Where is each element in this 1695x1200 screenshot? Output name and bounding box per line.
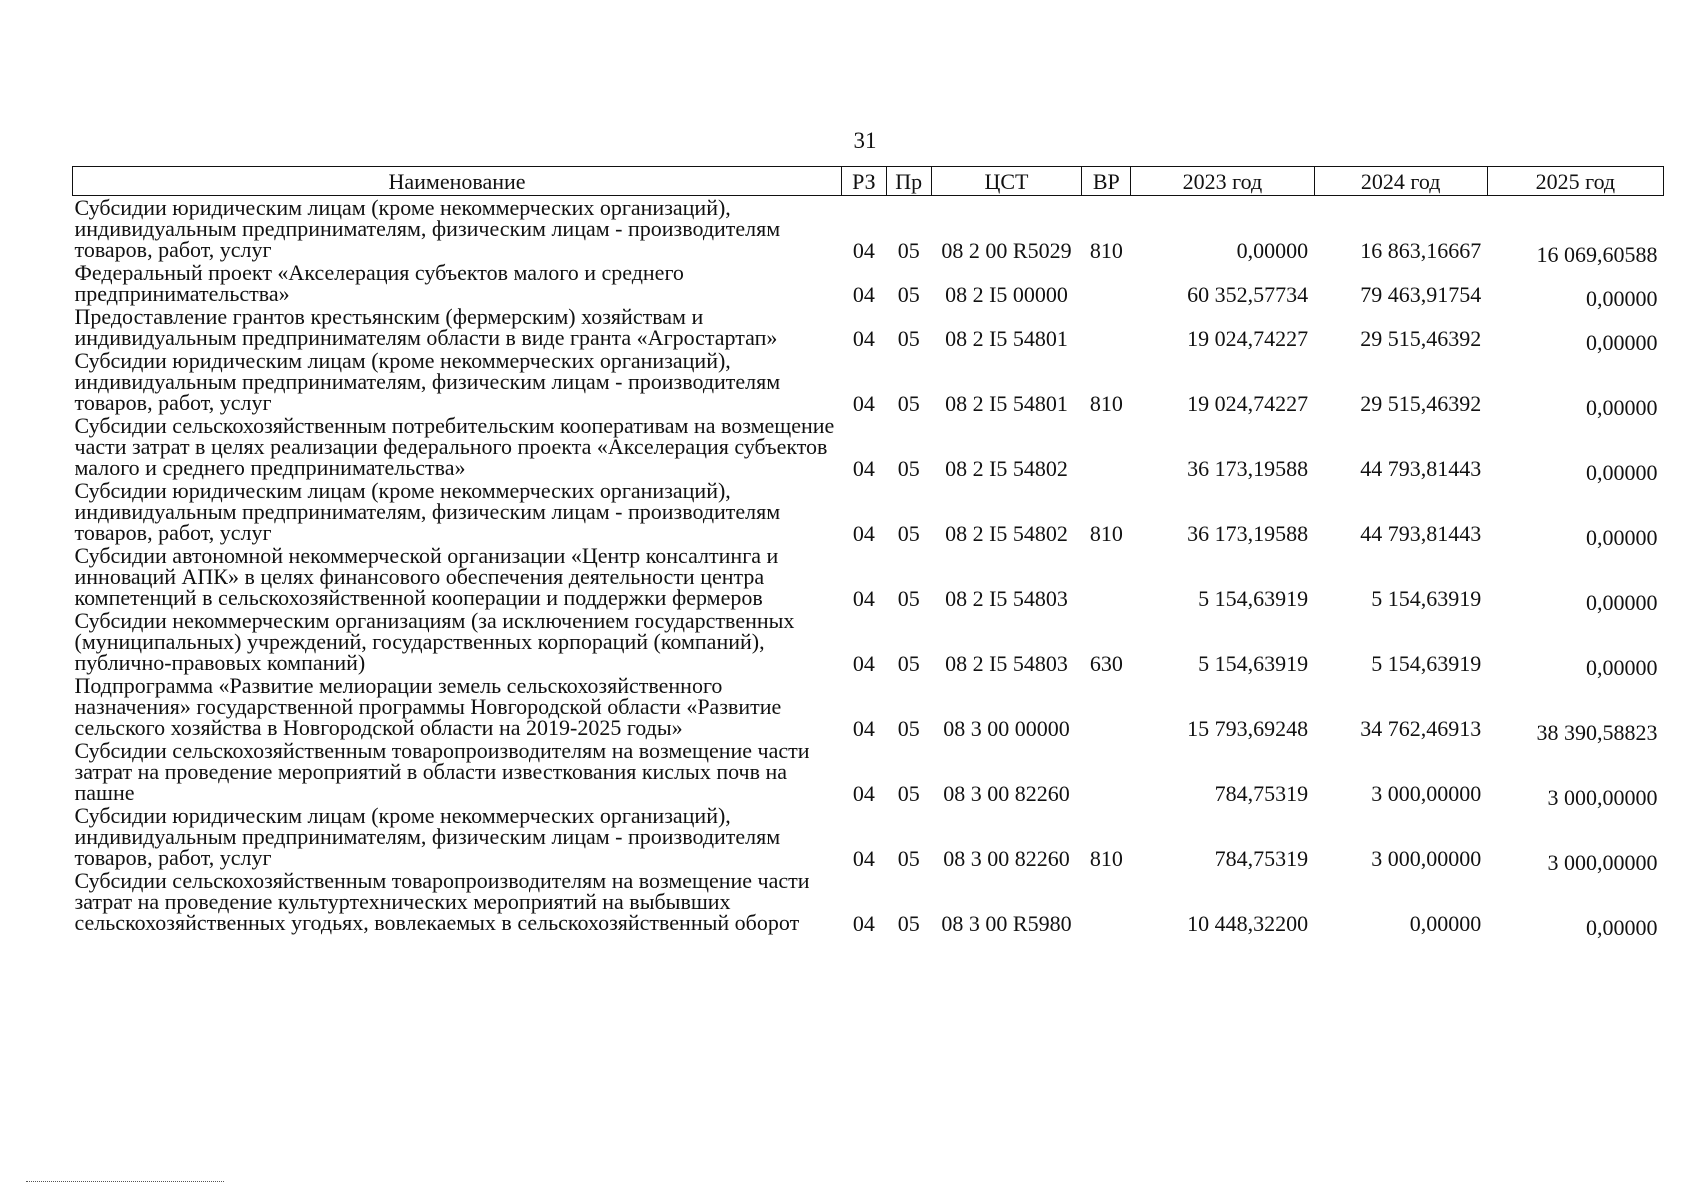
row-pr: 05 [897,651,920,676]
row-name: Подпрограмма «Развитие мелиорации земель сельскохозяйственного назначения» государственной программы Новгородской области «Развитие сельского хозяйства в Новгородской области на 2019-2025 годы» [74,673,782,740]
row-rz: 04 [852,586,875,611]
row-cst: 08 2 I5 54801 [945,326,1068,351]
row-name: Субсидии юридическим лицам (кроме некоммерческих организаций), индивидуальным предпринимателям, физическим лицам - производителям товаров, работ, услуг [74,478,781,545]
row-vr [1082,674,1131,739]
row-name: Предоставление грантов крестьянским (фермерским) хозяйствам и индивидуальным предпринимателям области в виде гранта «Агростартап» [74,304,778,350]
row-name: Субсидии сельскохозяйственным товаропроизводителям на возмещение части затрат на проведение культуртехнических мероприятий на выбывших сельскохозяйственных угодьях, вовлекаемых в сельскохозяйственный оборот [74,868,810,935]
row-amount-2024: 79 463,91754 [1360,282,1482,307]
row-name: Федеральный проект «Акселерация субъектов малого и среднего предпринимательства» [74,260,684,306]
table-row [73,479,1664,544]
header-cst: ЦСТ [931,167,1082,196]
footer-rule [26,1181,224,1182]
row-vr: 810 [1089,846,1123,871]
row-amount-2025: 0,00000 [1586,590,1658,615]
header-2025: 2025 год [1487,167,1663,196]
row-cst: 08 3 00 82260 [943,781,1070,806]
row-vr: 630 [1089,651,1123,676]
header-2023: 2023 год [1131,167,1314,196]
row-amount-2025: 3 000,00000 [1547,785,1658,810]
row-rz: 04 [852,781,875,806]
page-number: 31 [853,128,877,153]
table-row [73,609,1664,674]
row-amount-2024: 0,00000 [1409,911,1482,936]
row-rz: 04 [852,716,875,741]
row-pr: 05 [897,846,920,871]
row-rz: 04 [852,911,875,936]
row-pr: 05 [897,521,920,546]
row-amount-2024: 29 515,46392 [1360,326,1482,351]
row-amount-2024: 34 762,46913 [1360,716,1482,741]
row-amount-2023: 784,75319 [1214,846,1309,871]
row-vr [1082,261,1131,305]
row-cst: 08 2 I5 54803 [945,651,1068,676]
row-amount-2023: 60 352,57734 [1187,282,1309,307]
row-cst: 08 2 I5 54801 [945,391,1068,416]
header-rz: РЗ [842,167,887,196]
row-cst: 08 3 00 00000 [943,716,1070,741]
table-header [73,167,1664,196]
row-amount-2024: 29 515,46392 [1360,391,1482,416]
row-rz: 04 [852,846,875,871]
row-amount-2023: 15 793,69248 [1187,716,1309,741]
row-amount-2023: 36 173,19588 [1187,456,1309,481]
row-amount-2024: 5 154,63919 [1371,586,1482,611]
row-amount-2025: 38 390,58823 [1536,720,1658,745]
row-name: Субсидии юридическим лицам (кроме некоммерческих организаций), индивидуальным предпринимателям, физическим лицам - производителям товаров, работ, услуг [74,803,781,870]
row-amount-2023: 784,75319 [1214,781,1309,806]
table-row [73,674,1664,739]
row-vr [1082,414,1131,479]
row-pr: 05 [897,456,920,481]
table-row [73,869,1664,934]
row-pr: 05 [897,326,920,351]
row-cst: 08 3 00 R5980 [941,911,1072,936]
row-amount-2024: 3 000,00000 [1371,781,1482,806]
row-name: Субсидии сельскохозяйственным товаропроизводителям на возмещение части затрат на проведение мероприятий в области известкования кислых почв на пашне [74,738,810,805]
row-amount-2025: 0,00000 [1586,330,1658,355]
row-rz: 04 [852,282,875,307]
row-amount-2025: 0,00000 [1586,525,1658,550]
row-pr: 05 [897,911,920,936]
row-rz: 04 [852,456,875,481]
header-2024: 2024 год [1314,167,1487,196]
row-pr: 05 [897,586,920,611]
table-row [73,739,1664,804]
row-rz: 04 [852,326,875,351]
row-amount-2025: 0,00000 [1586,655,1658,680]
row-vr [1082,869,1131,934]
row-rz: 04 [852,651,875,676]
row-amount-2023: 36 173,19588 [1187,521,1309,546]
row-cst: 08 2 I5 54802 [945,521,1068,546]
table-body [73,195,1664,940]
row-vr [1082,305,1131,349]
row-cst: 08 2 I5 54802 [945,456,1068,481]
row-name: Субсидии юридическим лицам (кроме некоммерческих организаций), индивидуальным предпринимателям, физическим лицам - производителям товаров, работ, услуг [74,348,781,415]
row-vr: 810 [1089,391,1123,416]
row-pr: 05 [897,781,920,806]
row-cst: 08 2 I5 00000 [945,282,1068,307]
table-row [73,349,1664,414]
row-pr: 05 [897,716,920,741]
row-rz: 04 [852,238,875,263]
row-amount-2024: 5 154,63919 [1371,651,1482,676]
row-amount-2023: 5 154,63919 [1198,651,1309,676]
row-amount-2025: 0,00000 [1586,395,1658,420]
row-amount-2023: 19 024,74227 [1187,391,1309,416]
row-cst: 08 2 I5 54803 [945,586,1068,611]
row-pr: 05 [897,391,920,416]
table-row [73,804,1664,869]
row-rz: 04 [852,391,875,416]
row-cst: 08 2 00 R5029 [941,238,1072,263]
header-name: Наименование [73,167,842,196]
table-row [73,414,1664,479]
row-vr [1082,544,1131,609]
row-name: Субсидии юридическим лицам (кроме некоммерческих организаций), индивидуальным предпринимателям, физическим лицам - производителям товаров, работ, услуг [74,195,781,262]
row-amount-2025: 0,00000 [1586,915,1658,940]
table-row [73,305,1664,349]
table-row [73,544,1664,609]
row-amount-2025: 0,00000 [1586,286,1658,311]
header-vr: ВР [1082,167,1131,196]
row-amount-2023: 19 024,74227 [1187,326,1309,351]
row-name: Субсидии автономной некоммерческой организации «Центр консалтинга и инноваций АПК» в целях финансового обеспечения деятельности центра компетенций в сельскохозяйственной кооперации и поддержки фермеров [74,543,779,610]
row-vr [1082,739,1131,804]
row-amount-2024: 44 793,81443 [1360,456,1482,481]
row-amount-2025: 16 069,60588 [1536,242,1658,267]
row-amount-2023: 5 154,63919 [1198,586,1309,611]
row-amount-2024: 16 863,16667 [1360,238,1482,263]
row-rz: 04 [852,521,875,546]
row-amount-2025: 0,00000 [1586,460,1658,485]
row-amount-2023: 0,00000 [1236,238,1309,263]
table-row [73,261,1664,305]
budget-table [72,166,1664,940]
row-name: Субсидии некоммерческим организациям (за исключением государственных (муниципальных) учреждений, государственных корпораций (компаний), публично-правовых компаний) [74,608,795,675]
header-pr: Пр [886,167,931,196]
row-amount-2025: 3 000,00000 [1547,850,1658,875]
row-amount-2024: 3 000,00000 [1371,846,1482,871]
row-pr: 05 [897,238,920,263]
row-cst: 08 3 00 82260 [943,846,1070,871]
row-vr: 810 [1089,521,1123,546]
header-row [73,167,1664,196]
row-amount-2024: 44 793,81443 [1360,521,1482,546]
row-pr: 05 [897,282,920,307]
row-vr: 810 [1089,238,1123,263]
row-name: Субсидии сельскохозяйственным потребительским кооперативам на возмещение части затрат в целях реализации федерального проекта «Акселерация субъектов малого и среднего предпринимательства» [74,413,835,480]
row-amount-2023: 10 448,32200 [1187,911,1309,936]
table-row [73,196,1664,262]
